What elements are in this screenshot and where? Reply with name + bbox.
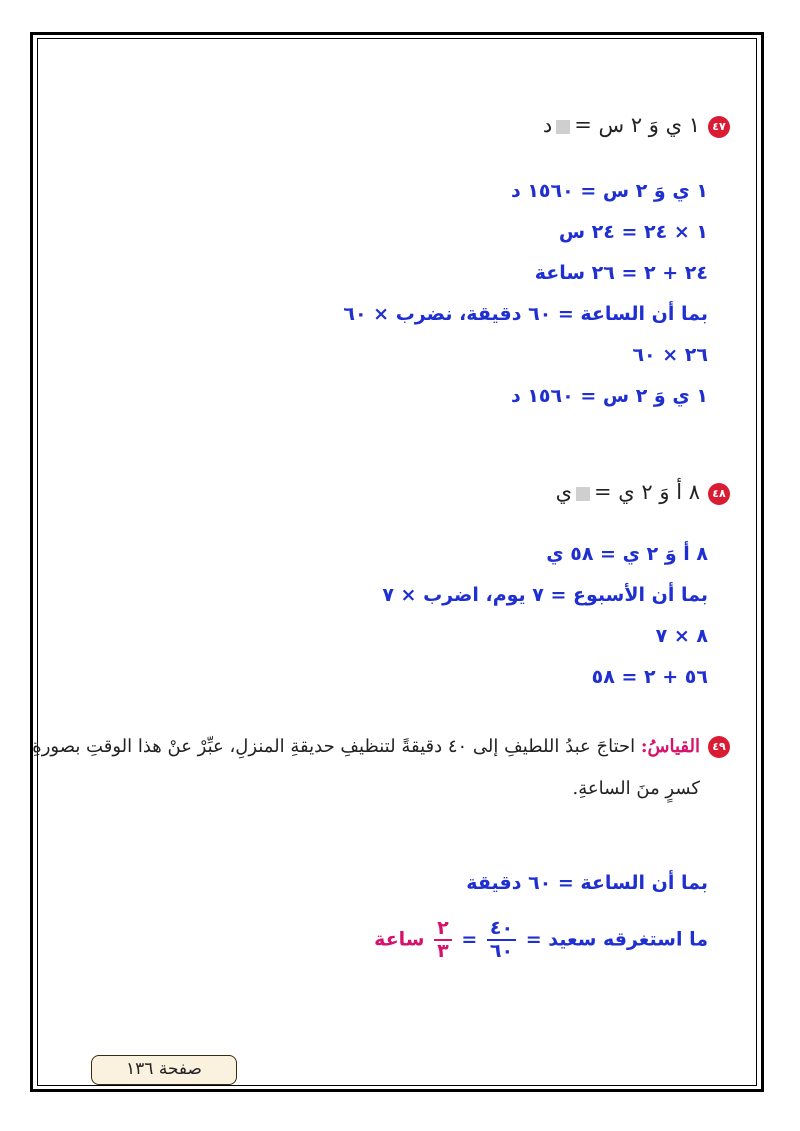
- problem-49-answer-line: بما أن الساعة = ٦٠ دقيقة: [466, 872, 708, 894]
- problem-47-badge: ٤٧: [708, 116, 730, 138]
- problem-47-answer-line: ٢٦ × ٦٠: [632, 344, 708, 366]
- blank-box: [576, 487, 590, 501]
- problem-47-question-left: ١ ي وَ ٢ س =: [574, 113, 700, 137]
- problem-48-answer-line: ٨ أ وَ ٢ ي = ٥٨ ي: [546, 543, 708, 565]
- fraction-40-60: [487, 918, 516, 962]
- problem-47-answer-line: ١ ي وَ ٢ س = ١٥٦٠ د: [510, 180, 708, 202]
- problem-48-badge: ٤٨: [708, 483, 730, 505]
- problem-48-answer-line: ٨ × ٧: [655, 625, 708, 647]
- problem-47-answer-line: ٢٤ + ٢ = ٢٦ ساعة: [534, 262, 708, 284]
- problem-47-answer-line: ١ × ٢٤ = ٢٤ س: [558, 221, 708, 243]
- problem-47-question-right: د: [542, 113, 553, 137]
- fraction-2-3: [434, 918, 452, 962]
- fraction-numerator: ٢: [434, 918, 452, 941]
- problem-48-question-left: ٨ أ وَ ٢ ي =: [594, 480, 700, 504]
- problem-49-answer-prefix: ما استغرقه سعيد =: [525, 928, 708, 951]
- problem-49-answer-fraction-line: [374, 918, 708, 962]
- problem-49-question: [32, 736, 730, 758]
- blank-box: [556, 120, 570, 134]
- problem-47-question: [543, 113, 730, 138]
- problem-48-question-right: ي: [555, 480, 573, 504]
- problem-49-text-line1: احتاجَ عبدُ اللطيفِ إلى ٤٠ دقيقةً لتنظيفِ حديقةِ المنزلِ، عبِّرْ عنْ هذا الوقتِ بصورةِ: [32, 736, 636, 757]
- problem-48-question: [556, 480, 730, 505]
- problem-48-answer-line: بما أن الأسبوع = ٧ يوم، اضرب × ٧: [382, 584, 708, 606]
- problem-49-text-line2: كسرٍ منَ الساعةِ.: [572, 778, 700, 799]
- problem-47-answer-line: بما أن الساعة = ٦٠ دقيقة، نضرب × ٦٠: [343, 303, 708, 325]
- page-number-box: صفحة ١٣٦: [91, 1055, 237, 1085]
- problem-49-badge: ٤٩: [708, 736, 730, 758]
- problem-48-answer-line: ٥٦ + ٢ = ٥٨: [591, 666, 708, 688]
- fraction-denominator: ٣: [437, 940, 449, 962]
- fraction-denominator: ٦٠: [489, 940, 514, 962]
- answer-unit: ساعة: [374, 928, 425, 951]
- problem-47-answer-line: ١ ي وَ ٢ س = ١٥٦٠ د: [510, 385, 708, 407]
- fraction-numerator: ٤٠: [487, 918, 516, 941]
- equals-sign: =: [461, 928, 478, 951]
- problem-49-label: القياسُ:: [640, 736, 700, 757]
